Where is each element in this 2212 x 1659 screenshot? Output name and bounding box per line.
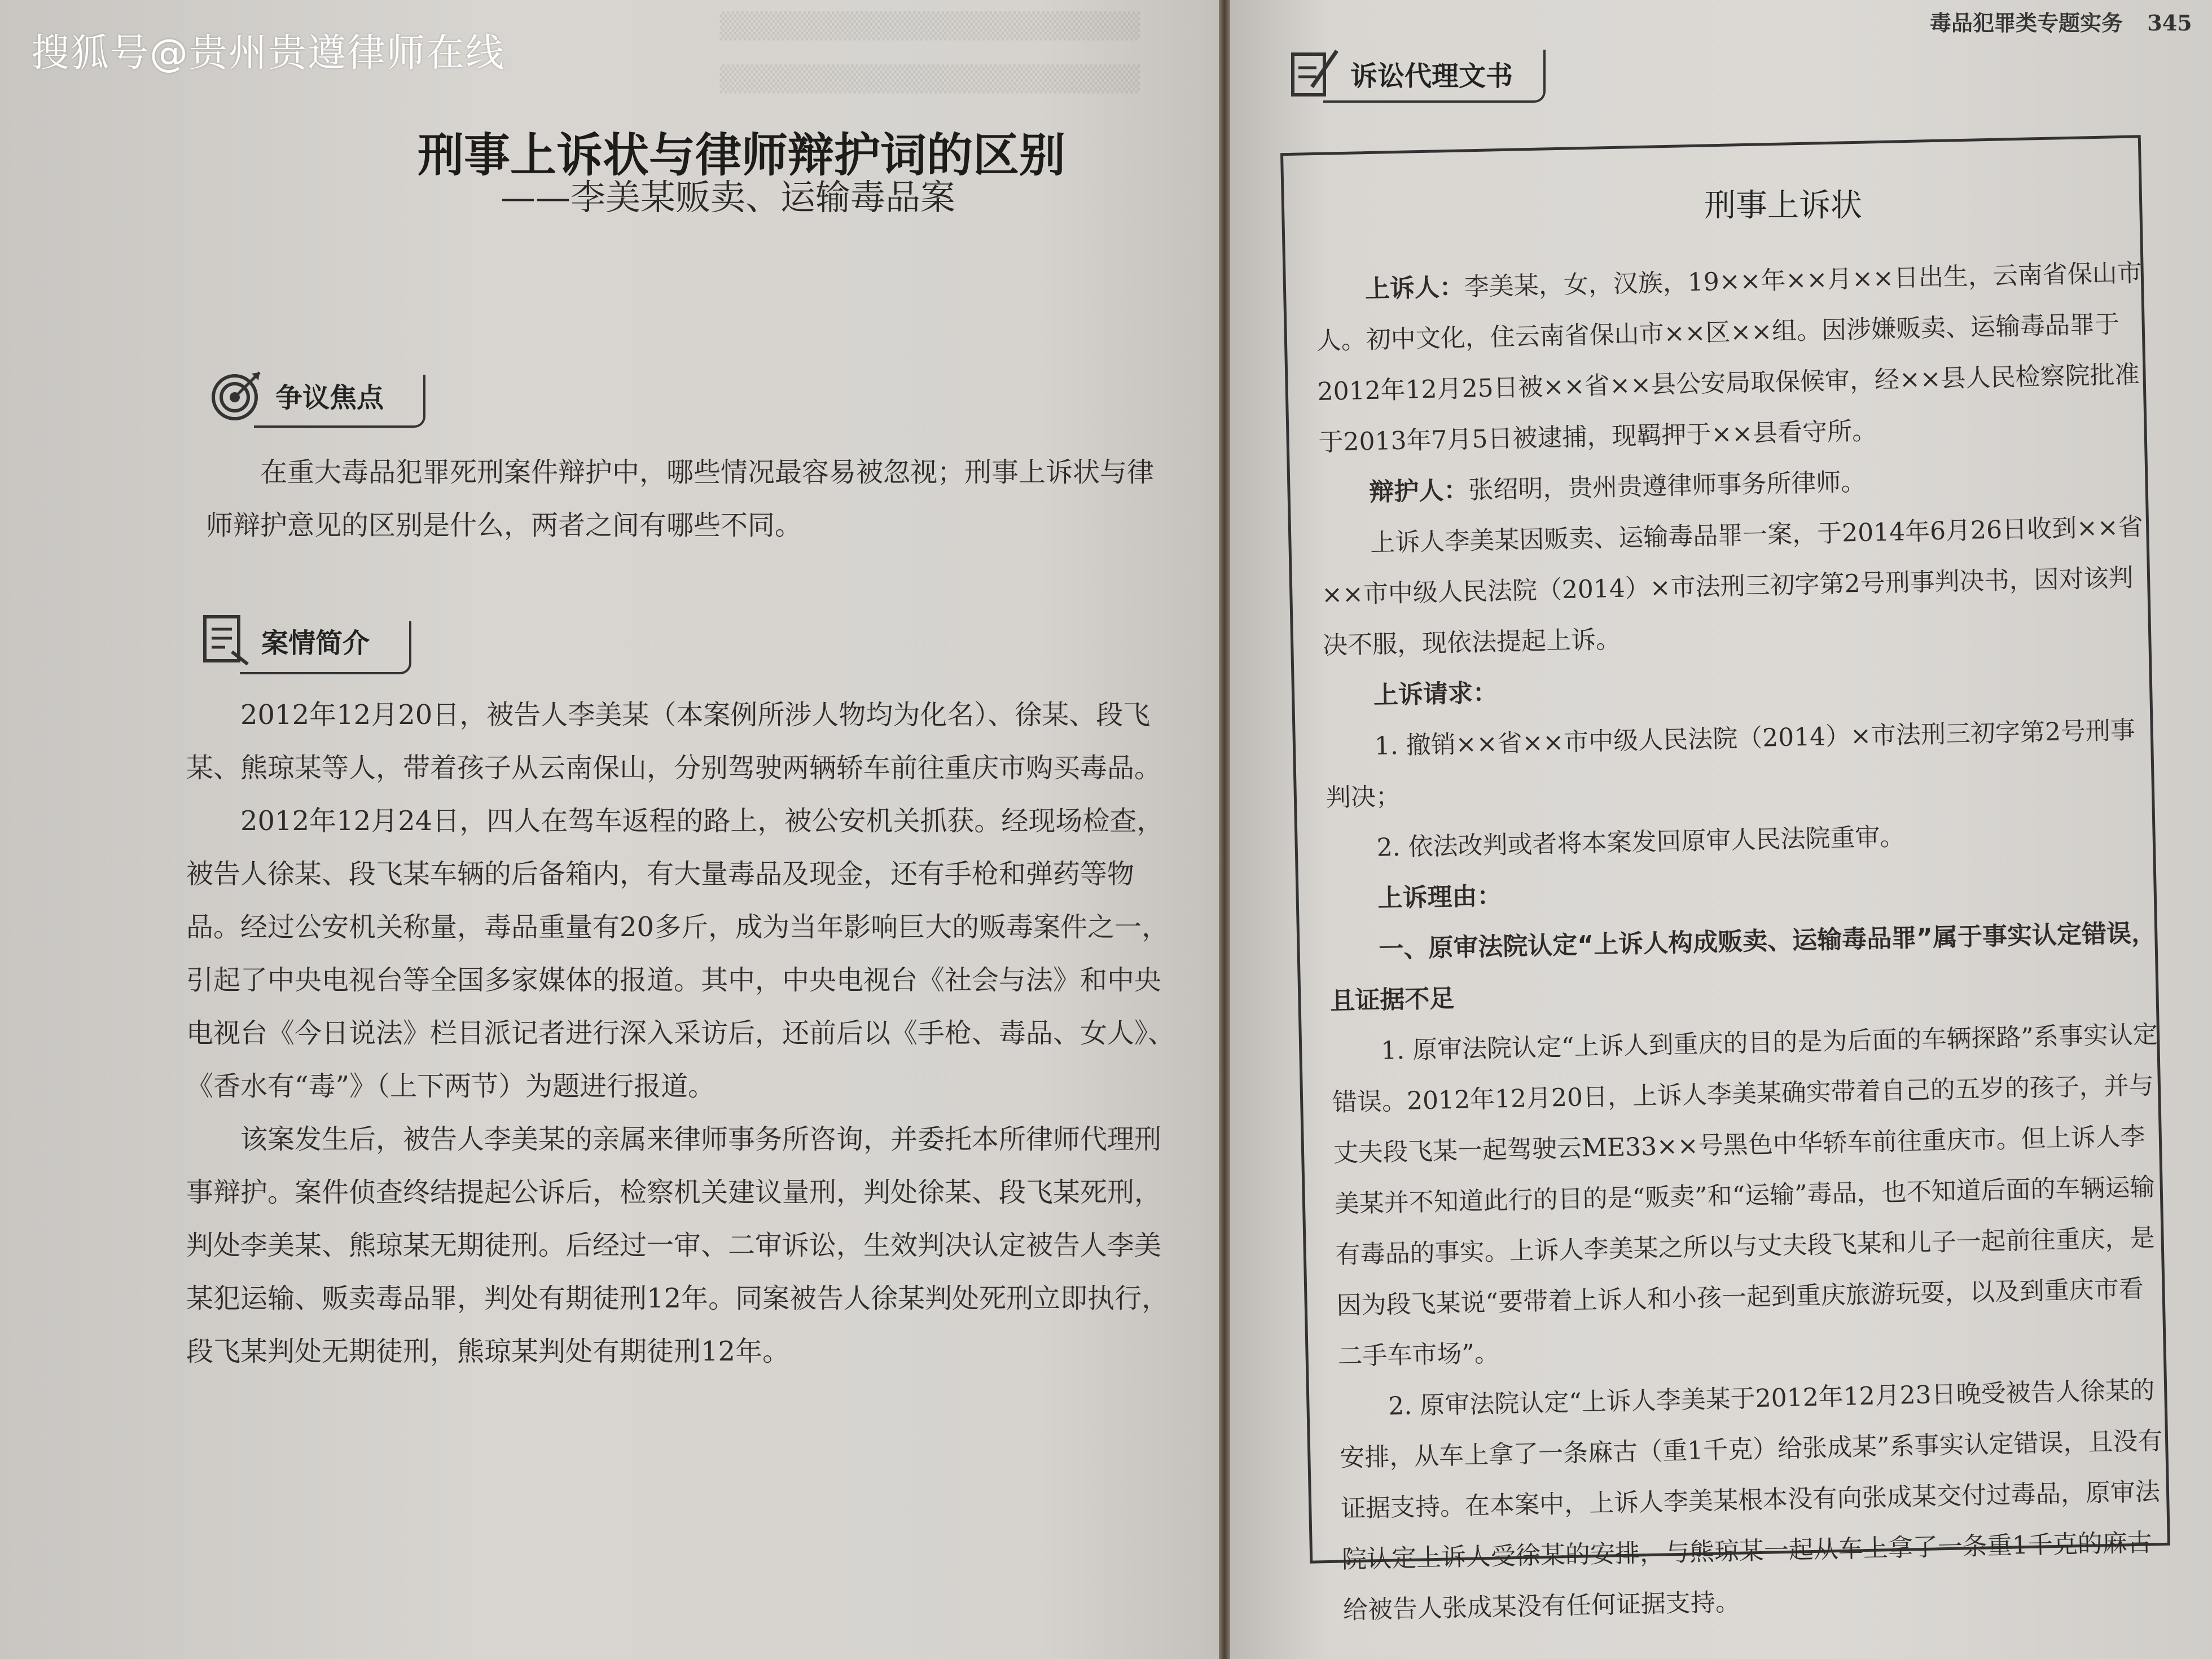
focus-text: [206, 446, 1177, 552]
running-head: [1930, 6, 2192, 37]
heading-frame: [1323, 50, 1546, 103]
case-paragraph-3: 该案发生后，被告人李美某的亲属来律师事务所咨询，并委托本所律师代理刑事辩护。案件侦查终结提起公诉后，检察机关建议量刑，判处徐某、段飞某死刑，判处李美某、熊琼某无期徒刑。后经过一审、二审诉讼，生效判决认定被告人李美某犯运输、贩卖毒品罪，判处有期徒刑12年。同案被告人徐某判处死刑立即执行，段飞某判处无期徒刑，熊琼某判处有期徒刑12年。: [186, 1123, 1169, 1367]
case-text: [186, 688, 1185, 1378]
reason-item-1: 1. 原审法院认定“上诉人到重庆的目的是为后面的车辆探路”系事实认定错误。2012年12月20日，上诉人李美某确实带着自己的五岁的孩子，并与丈夫段飞某一起驾驶云ME33××号黑色中华轿车前往重庆市。但上诉人李美某并不知道此行的目的是“贩卖”和“运输”毒品，也不知道后面的车辆运输有毒品的事实。上诉人李美某之所以与丈夫段飞某和儿子一起前往重庆，是因为段飞某说“要带着上诉人和小孩一起到重庆旅游玩耍，以及到重庆市看二手车市场”。: [1332, 1020, 2158, 1371]
section-label: [1289, 45, 1513, 102]
appeal-body: [1315, 248, 2173, 1636]
running-head-text: 毒品犯罪类专题实务: [1930, 11, 2123, 36]
bleed-through-text: ▒▒▒▒▒▒▒▒▒▒▒▒▒▒▒▒▒▒▒▒▒▒ ▒▒▒▒▒▒▒▒▒▒▒▒▒▒▒▒▒▒▒▒▒▒: [719, 12, 1140, 94]
defender-label: 辩护人：: [1368, 476, 1469, 507]
appeal-intro: 上诉人李美某因贩卖、运输毒品罪一案，于2014年6月26日收到××省××市中级人民法院（2014）×市法刑三初字第2号刑事判决书，因对该判决不服，现依法提起上诉。: [1321, 512, 2144, 660]
book-gutter: [1219, 0, 1230, 1659]
case-paragraph-2: 2012年12月24日，四人在驾车返程的路上，被公安机关抓获。经现场检查，被告人徐某、段飞某车辆的后备箱内，有大量毒品及现金，还有手枪和弹药等物品。经过公安机关称量，毒品重量有20多斤，成为当年影响巨大的贩毒案件之一，引起了中央电视台等全国多家媒体的报道。其中，中央电视台《社会与法》和中央电视台《今日说法》栏目派记者进行深入采访后，还前后以《手枪、毒品、女人》、《香水有“毒”》（上下两节）为题进行报道。: [186, 805, 1175, 1102]
reason-label: 上诉理由：: [1377, 881, 1503, 913]
case-heading: [200, 612, 370, 669]
heading-frame: [254, 375, 425, 428]
focus-heading-label: 争议焦点: [275, 381, 384, 414]
reason-item-2: 2. 原审法院认定“上诉人李美某于2012年12月23日晚受被告人徐某的安排，从车上拿了一条麻古（重1千克）给张成某”系事实认定错误，且没有证据支持。在本案中，上诉人李美某根本没有向张成某交付过毒品，原审法院认定上诉人受徐某的安排，与熊琼某一起从车上拿了一条重1千克的麻古给被告人张成某没有任何证据支持。: [1339, 1376, 2163, 1625]
document-title: 刑事上诉状: [1704, 187, 1862, 224]
request-item-1: 1. 撤销××省××市中级人民法院（2014）×市法刑三初字第2号刑事判决；: [1326, 716, 2136, 813]
request-label: 上诉请求：: [1373, 678, 1498, 710]
case-heading-label: 案情简介: [261, 627, 370, 659]
appellant-label: 上诉人：: [1364, 273, 1465, 304]
appellant-text: 李美某，女，汉族，19××年××月××日出生，云南省保山市人。初中文化，住云南省保山市××区××组。因涉嫌贩卖、运输毒品罪于2012年12月25日被××省××县公安局取保候审，经××县人民检察院批准于2013年7月5日被逮捕，现羁押于××县看守所。: [1316, 258, 2143, 457]
article-title: 刑事上诉状与律师辩护词的区别: [418, 128, 1066, 182]
case-paragraph-1: 2012年12月20日，被告人李美某（本案例所涉人物均为化名）、徐某、段飞某、熊琼某等人，带着孩子从云南保山，分别驾驶两辆轿车前往重庆市购买毒品。: [186, 699, 1162, 784]
page-number: 345: [2147, 10, 2192, 36]
focus-heading: [209, 367, 384, 423]
focus-paragraph: 在重大毒品犯罪死刑案件辩护中，哪些情况最容易被忽视；刑事上诉状与律师辩护意见的区别是什么，两者之间有哪些不同。: [206, 457, 1155, 541]
watermark: 搜狐号@贵州贵遵律师在线: [31, 31, 506, 76]
defender-text: 张绍明，贵州贵遵律师事务所律师。: [1468, 467, 1866, 505]
heading-frame: [240, 621, 411, 674]
request-item-2: 2. 依法改判或者将本案发回原审人民法院重审。: [1376, 822, 1905, 862]
article-subtitle: ——李美某贩卖、运输毒品案: [500, 177, 955, 218]
reason-heading: 一、原审法院认定“上诉人构成贩卖、运输毒品罪”属于事实认定错误，且证据不足: [1329, 919, 2157, 1016]
section-label-text: 诉讼代理文书: [1350, 60, 1513, 92]
